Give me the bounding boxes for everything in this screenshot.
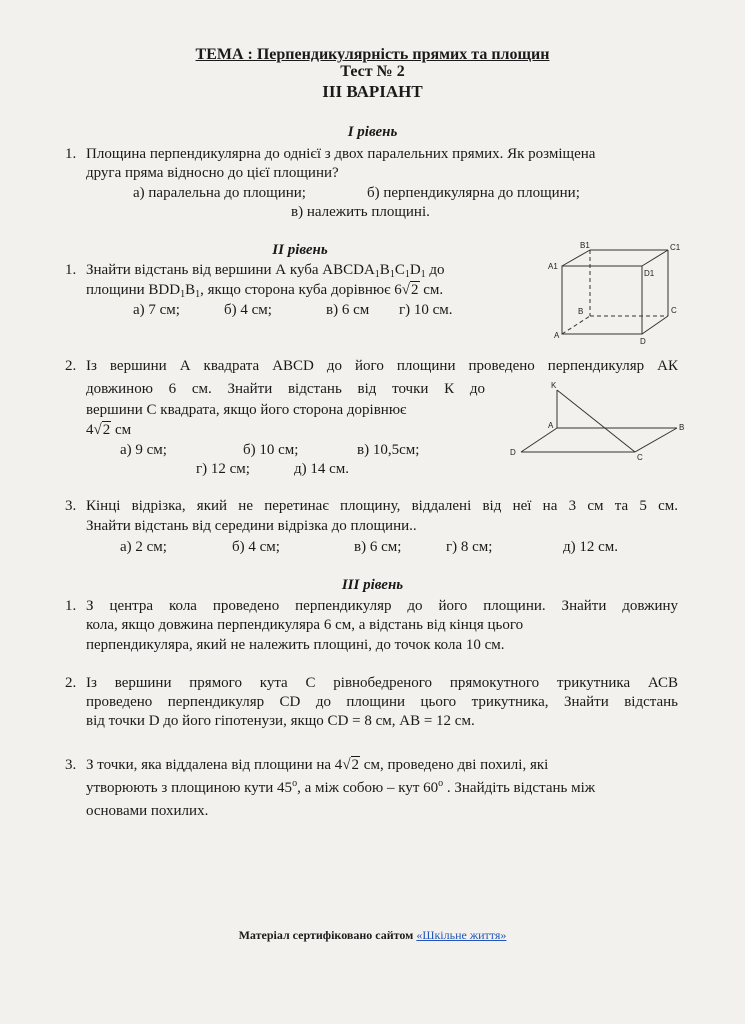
l2-q2-line1: Із вершини А квадрата ABCD до його площини проведено перпендикуляр АК <box>86 358 678 374</box>
l2-q1-line2: площини $BDD_1B_1$, якщо сторона куба дорівнює 6√2 см. <box>86 282 444 300</box>
footer <box>0 928 745 943</box>
l1-q1-option-a: а) паралельна до площини; <box>133 185 306 201</box>
square-label-c: C <box>637 453 643 462</box>
cube-label-c: C <box>671 306 677 315</box>
cube-label-b: B <box>578 307 584 316</box>
l1-q1-line1: Площина перпендикулярна до однієї з двох паралельних прямих. Як розміщена <box>86 146 596 162</box>
l3-q2-line3: від точки D до його гіпотенузи, якщо CD = 8 см, АВ = 12 см. <box>86 713 475 729</box>
cube-label-d1: D1 <box>644 269 655 278</box>
l2-q3-line2: Знайти відстань від середини відрізка до площини.. <box>86 518 417 534</box>
level2-title: ІІ рівень <box>272 242 328 258</box>
l2-q1-option-c: в) 6 см <box>326 302 370 318</box>
l2-q2-line2: довжиною 6 см. Знайти відстань від точки К до <box>86 381 485 397</box>
l3-q1-number: 1. <box>65 598 77 614</box>
sqrt-symbol: √2 <box>401 282 419 298</box>
l1-q1-option-c: в) належить площині. <box>291 204 430 220</box>
footer-link[interactable]: «Шкільне життя» <box>416 928 507 942</box>
l3-q1-line2: кола, якщо довжина перпендикуляра 6 см, а відстань від кінця цього <box>86 617 524 633</box>
l2-q3-option-c: в) 6 см; <box>354 539 402 555</box>
l3-q1-line1: З центра кола проведено перпендикуляр до його площини. Знайти довжину <box>86 598 678 614</box>
footer-text: Матеріал сертифіковано сайтом <box>238 928 417 942</box>
l2-q3-number: 3. <box>65 498 77 514</box>
square-label-d: D <box>510 448 516 457</box>
l2-q3-option-d: г) 8 см; <box>446 539 493 555</box>
l1-q1-line2: друга пряма відносно до цієї площини? <box>86 165 339 181</box>
cube-label-a: A <box>554 331 560 340</box>
l3-q2-line1: Із вершини прямого кута С рівнобедреного прямокутного трикутника АСВ <box>86 675 678 691</box>
l2-q2-option-e: д) 14 см. <box>294 461 350 477</box>
sqrt-symbol: √2 <box>93 422 111 438</box>
topic-title: ТЕМА : Перпендикулярність прямих та площин <box>195 46 550 63</box>
l3-q3-line1: З точки, яка віддалена від площини на 4√2 см, проведено дві похилі, які <box>86 757 549 773</box>
square-perpendicular-figure <box>505 380 690 465</box>
l2-q2-line4: 4√2 см <box>86 422 132 438</box>
cube-label-b1: B1 <box>580 241 590 250</box>
l2-q3-option-a: а) 2 см; <box>120 539 167 555</box>
square-label-a: A <box>548 421 554 430</box>
l2-q1-number: 1. <box>65 262 77 278</box>
level1-title: І рівень <box>347 124 398 140</box>
l1-q1-option-b: б) перпендикулярна до площини; <box>367 185 580 201</box>
l3-q2-number: 2. <box>65 675 77 691</box>
l2-q1-option-b: б) 4 см; <box>224 302 272 318</box>
square-label-b: B <box>679 423 685 432</box>
l2-q2-number: 2. <box>65 358 77 374</box>
l3-q3-number: 3. <box>65 757 77 773</box>
cube-figure <box>540 238 690 348</box>
cube-label-d: D <box>640 337 646 346</box>
variant-title: ІІІ ВАРІАНТ <box>322 82 423 101</box>
l2-q3-option-b: б) 4 см; <box>232 539 280 555</box>
l3-q2-line2: проведено перпендикуляр CD до площини цього трикутника, Знайти відстань <box>86 694 678 710</box>
square-label-k: K <box>551 381 557 390</box>
l2-q2-option-b: б) 10 см; <box>243 442 299 458</box>
cube-label-a1: A1 <box>548 262 558 271</box>
l2-q3-line1: Кінці відрізка, який не перетинає площину, віддалені від неї на 3 см та 5 см. <box>86 498 678 514</box>
l3-q1-line3: перпендикуляра, який не належить площині, до точок кола 10 см. <box>86 637 505 653</box>
l2-q2-line3: вершини С квадрата, якщо його сторона дорівнює <box>86 402 407 418</box>
level3-title: ІІІ рівень <box>341 577 404 593</box>
l3-q3-line2: утворюють з площиною кути $45^о$, а між собою – кут $60^о$ . Знайдіть відстань між <box>86 778 596 796</box>
l2-q3-option-e: д) 12 см. <box>563 539 619 555</box>
l2-q2-option-d: г) 12 см; <box>196 461 250 477</box>
l2-q2-option-a: а) 9 см; <box>120 442 167 458</box>
l2-q1-option-a: а) 7 см; <box>133 302 180 318</box>
sqrt-symbol: √2 <box>342 757 360 773</box>
cube-label-c1: C1 <box>670 243 681 252</box>
l2-q1-option-d: г) 10 см. <box>399 302 453 318</box>
l2-q2-option-c: в) 10,5см; <box>357 442 420 458</box>
l1-q1-number: 1. <box>65 146 77 162</box>
l3-q3-line3: основами похилих. <box>86 803 209 819</box>
l2-q1-line1: Знайти відстань від вершини А куба $ABCDA_1B_1C_1D_1$ до <box>86 262 445 280</box>
test-number: Тест № 2 <box>340 63 405 80</box>
